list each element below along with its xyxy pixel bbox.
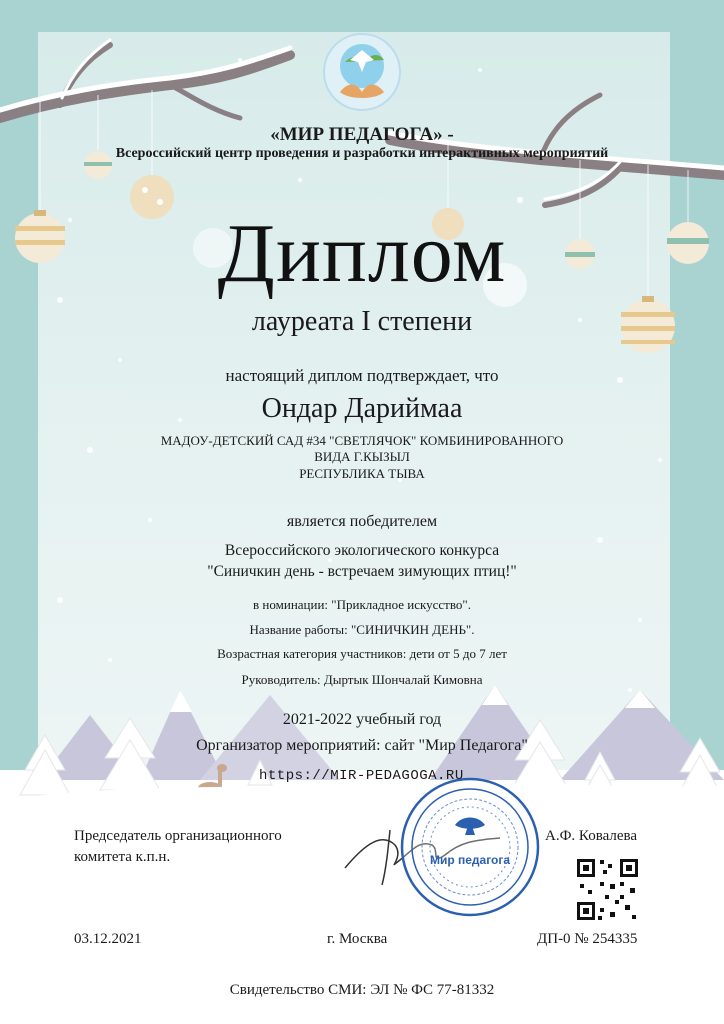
nomination: в номинации: "Прикладное искусство". [253,597,471,612]
organizer: Организатор мероприятий: сайт "Мир Педагога" [196,737,528,754]
issue-date: 03.12.2021 [74,931,142,947]
age-category: Возрастная категория участников: дети от 5 до 7 лет [217,646,507,661]
signature-name: А.Ф. Ковалева [545,828,638,844]
institution-line-3: РЕСПУБЛИКА ТЫВА [299,466,425,481]
signature-role-line-2: комитета к.п.н. [74,849,171,865]
school-year: 2021-2022 учебный год [282,711,442,728]
city: г. Москва [327,931,388,947]
winner-text: является победителем [286,513,438,530]
contest-line-2: "Синичкин день - встречаем зимующих птиц!" [207,563,517,580]
org-subtitle: Всероссийский центр проведения и разработки интерактивных мероприятий [115,146,609,161]
institution-line-2: ВИДА Г.КЫЗЫЛ [314,449,410,464]
contest-line-1: Всероссийского экологического конкурса [224,542,500,559]
institution-line-1: МАДОУ-ДЕТСКИЙ САД #34 "СВЕТЛЯЧОК" КОМБИНИРОВАННОГО [160,433,564,448]
work-title: Название работы: "СИНИЧКИН ДЕНЬ". [249,622,475,637]
recipient-name: Ондар Дариймаа [261,393,463,424]
media-registration: Свидетельство СМИ: ЭЛ № ФС 77-81332 [229,982,495,998]
stamp-label: Мир педагога [429,853,511,867]
org-title: «МИР ПЕДАГОГА» - [270,124,454,145]
confirm-text: настоящий диплом подтверждает, что [225,366,499,385]
site-url: https://MIR-PEDAGOGA.RU [259,768,464,784]
diploma-number: ДП-0 № 254335 [537,931,638,947]
diploma-title: Диплом [217,207,507,300]
diploma-degree: лауреата I степени [251,306,473,337]
supervisor: Руководитель: Дыртык Шончалай Кимовна [241,672,483,687]
signature-role-line-1: Председатель организационного [74,828,282,844]
